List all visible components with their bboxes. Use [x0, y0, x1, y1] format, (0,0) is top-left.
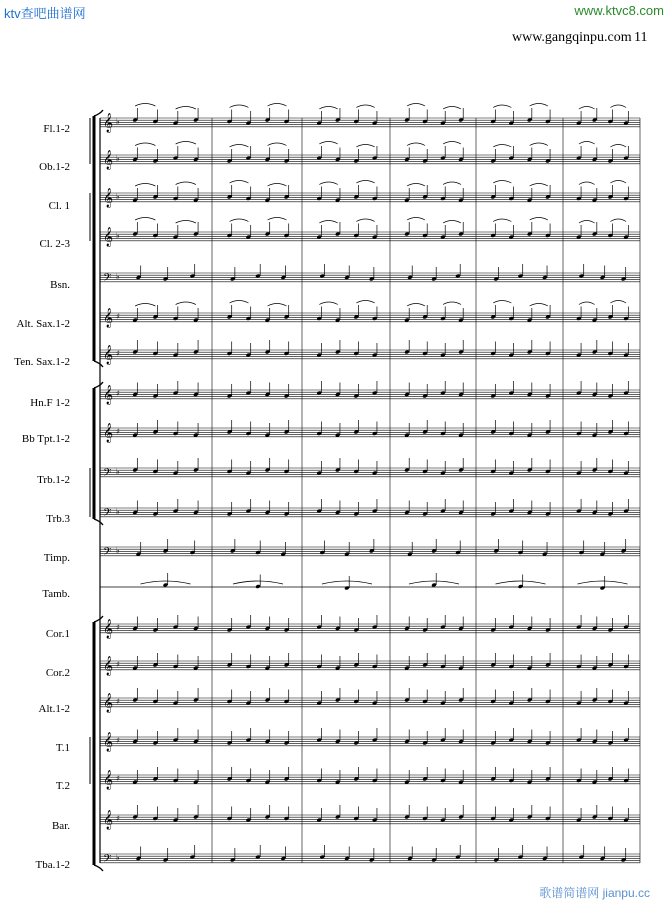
slur [356, 105, 375, 108]
instrument-label: Cl. 2-3 [39, 238, 70, 250]
slur [319, 107, 338, 110]
slur [610, 105, 626, 108]
slur [443, 142, 461, 145]
slur [319, 221, 338, 224]
slur [135, 184, 155, 187]
page-number: 11 [634, 30, 648, 45]
instrument-label: Alt. Sax.1-2 [16, 318, 70, 330]
key-signature: ♯ [116, 814, 120, 823]
instrument-label: T.1 [55, 742, 70, 754]
clef: 𝄞 [103, 308, 114, 328]
tie [322, 581, 372, 584]
key-signature: ♯ [116, 427, 120, 436]
slur [443, 107, 461, 110]
bracket-cap [94, 519, 103, 525]
slur [610, 301, 626, 304]
slur [407, 143, 425, 146]
clef: 𝄞 [103, 693, 114, 713]
slur [579, 221, 595, 224]
slur [135, 104, 155, 107]
key-signature: ♭ [116, 154, 120, 163]
slur [493, 145, 511, 148]
slur [493, 181, 511, 184]
slur [356, 301, 375, 304]
slur [319, 142, 338, 145]
watermark-top-left: ktv查吧曲谱网 [4, 6, 86, 21]
tie [496, 581, 546, 584]
instrument-label: T.2 [55, 780, 70, 792]
slur [493, 301, 511, 304]
slur [530, 184, 548, 187]
slur [230, 301, 249, 304]
slur [530, 143, 548, 146]
slur [176, 142, 196, 145]
clef: 𝄢 [103, 467, 112, 482]
instrument-label: Ten. Sax.1-2 [14, 356, 70, 368]
clef: 𝄞 [103, 385, 114, 405]
clef: 𝄞 [103, 619, 114, 639]
slur [356, 181, 375, 184]
clef: 𝄞 [103, 423, 114, 443]
instrument-label: Alt.1-2 [38, 703, 70, 715]
slur [610, 219, 626, 222]
slur [268, 143, 287, 146]
key-signature: ♭ [116, 546, 120, 555]
watermark-bottom-right: 歌谱简谱网 jianpu.cc [539, 886, 650, 900]
key-signature: ♯ [116, 623, 120, 632]
key-signature: ♯ [116, 774, 120, 783]
site-url: www.gangqinpu.com [512, 30, 632, 45]
slur [407, 184, 425, 187]
slur [579, 182, 595, 185]
slur [443, 302, 461, 305]
slur [530, 304, 548, 307]
bracket-cap [94, 865, 103, 871]
key-signature: ♭ [116, 231, 120, 240]
key-signature: ♭ [116, 192, 120, 201]
slur [135, 218, 155, 221]
slur [230, 181, 249, 184]
key-signature: ♯ [116, 660, 120, 669]
key-signature: ♯ [116, 736, 120, 745]
instrument-label: Trb.3 [46, 513, 70, 525]
tie [233, 581, 283, 584]
slur [135, 304, 155, 307]
clef: 𝄞 [103, 188, 114, 208]
slur [176, 107, 196, 110]
clef: 𝄞 [103, 810, 114, 830]
slur [319, 182, 338, 185]
slur [268, 218, 287, 221]
key-signature: ♭ [116, 507, 120, 516]
slur [493, 105, 511, 108]
key-signature: ♭ [116, 117, 120, 126]
clef: 𝄢 [103, 507, 112, 522]
watermark-top-right: www.ktvc8.com [574, 3, 664, 18]
clef: 𝄞 [103, 227, 114, 247]
slur [530, 104, 548, 107]
slur [176, 182, 196, 185]
instrument-label: Bb Tpt.1-2 [21, 433, 70, 445]
slur [579, 107, 595, 110]
slur [579, 302, 595, 305]
slur [493, 219, 511, 222]
slur [268, 104, 287, 107]
slur [176, 302, 196, 305]
key-signature: ♯ [116, 697, 120, 706]
instrument-label: Cor.2 [45, 667, 70, 679]
slur [443, 182, 461, 185]
slur [230, 145, 249, 148]
instrument-label: Tba.1-2 [35, 859, 70, 871]
tie [578, 581, 628, 584]
key-signature: ♭ [116, 467, 120, 476]
clef: 𝄞 [103, 770, 114, 790]
bracket-cap [94, 382, 103, 388]
clef: 𝄞 [103, 113, 114, 133]
clef: 𝄞 [103, 345, 114, 365]
slur [610, 181, 626, 184]
bracket-cap [94, 616, 103, 622]
clef: 𝄢 [103, 272, 112, 287]
slur [268, 184, 287, 187]
slur [407, 304, 425, 307]
clef: 𝄢 [103, 853, 112, 868]
slur [356, 219, 375, 222]
key-signature: ♭ [116, 272, 120, 281]
bracket-cap [94, 361, 103, 367]
key-signature: ♭ [116, 853, 120, 862]
clef: 𝄢 [103, 546, 112, 561]
clef: 𝄞 [103, 656, 114, 676]
key-signature: ♯ [116, 312, 120, 321]
instrument-label: Timp. [43, 552, 70, 564]
slur [135, 143, 155, 146]
slur [230, 105, 249, 108]
clef: 𝄞 [103, 732, 114, 752]
instrument-label: Ob.1-2 [39, 161, 70, 173]
instrument-label: Cor.1 [45, 628, 70, 640]
slur [356, 145, 375, 148]
key-signature: ♯ [116, 389, 120, 398]
slur [319, 302, 338, 305]
slur [407, 218, 425, 221]
instrument-label: Bsn. [50, 279, 70, 291]
slur [407, 104, 425, 107]
slur [610, 145, 626, 148]
key-signature: ♯ [116, 349, 120, 358]
slur [268, 304, 287, 307]
slur [443, 221, 461, 224]
instrument-label: Tamb. [42, 588, 70, 600]
clef: 𝄞 [103, 150, 114, 170]
instrument-label: Trb.1-2 [37, 474, 70, 486]
instrument-label: Fl.1-2 [43, 123, 70, 135]
instrument-label: Hn.F 1-2 [30, 397, 70, 409]
instrument-label: Cl. 1 [48, 200, 70, 212]
slur [530, 218, 548, 221]
bracket-cap [94, 110, 103, 116]
slur [176, 221, 196, 224]
slur [579, 142, 595, 145]
instrument-label: Bar. [51, 820, 70, 832]
slur [230, 219, 249, 222]
